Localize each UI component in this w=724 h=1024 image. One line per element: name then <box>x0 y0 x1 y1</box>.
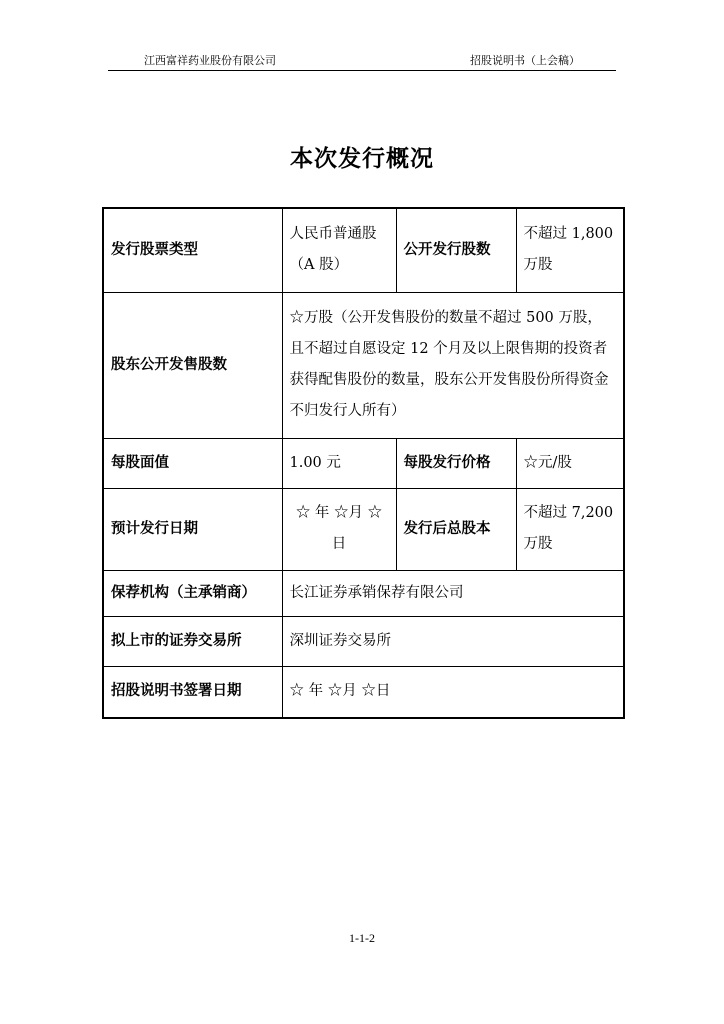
header-doc-title: 招股说明书（上会稿） <box>470 54 580 67</box>
shareholder-sale-value: ☆万股（公开发售股份的数量不超过 500 万股，且不超过自愿设定 12 个月及以上限售期的投资者获得配售股份的数量，股东公开发售股份所得资金不归发行人所有） <box>282 292 624 438</box>
issue-date-label: 预计发行日期 <box>103 488 282 570</box>
shareholder-sale-label: 股东公开发售股数 <box>103 292 282 438</box>
price-value: ☆元/股 <box>516 438 624 488</box>
page-title: 本次发行概况 <box>290 146 434 172</box>
total-shares-value: 不超过 7,200 万股 <box>516 488 624 570</box>
exchange-value: 深圳证券交易所 <box>282 616 624 666</box>
exchange-label: 拟上市的证券交易所 <box>103 616 282 666</box>
public-shares-value: 不超过 1,800 万股 <box>516 208 624 292</box>
par-value-value: 1.00 元 <box>282 438 396 488</box>
stock-type-value: 人民币普通股（A 股） <box>282 208 396 292</box>
offering-summary-table <box>102 207 625 719</box>
page-number: 1-1-2 <box>349 931 375 945</box>
table-row <box>103 570 624 616</box>
table-row <box>103 616 624 666</box>
table-row <box>103 666 624 718</box>
sign-date-label: 招股说明书签署日期 <box>103 666 282 718</box>
table-row <box>103 488 624 570</box>
stock-type-label: 发行股票类型 <box>103 208 282 292</box>
sign-date-value: ☆ 年 ☆月 ☆日 <box>282 666 624 718</box>
sponsor-label: 保荐机构（主承销商） <box>103 570 282 616</box>
public-shares-label: 公开发行股数 <box>396 208 516 292</box>
total-shares-label: 发行后总股本 <box>396 488 516 570</box>
par-value-label: 每股面值 <box>103 438 282 488</box>
table-row <box>103 292 624 438</box>
page-header <box>108 52 616 71</box>
price-label: 每股发行价格 <box>396 438 516 488</box>
issue-date-value: ☆ 年 ☆月 ☆日 <box>282 488 396 570</box>
table-row <box>103 438 624 488</box>
sponsor-value: 长江证券承销保荐有限公司 <box>282 570 624 616</box>
table-row <box>103 208 624 292</box>
header-company: 江西富祥药业股份有限公司 <box>144 54 276 67</box>
